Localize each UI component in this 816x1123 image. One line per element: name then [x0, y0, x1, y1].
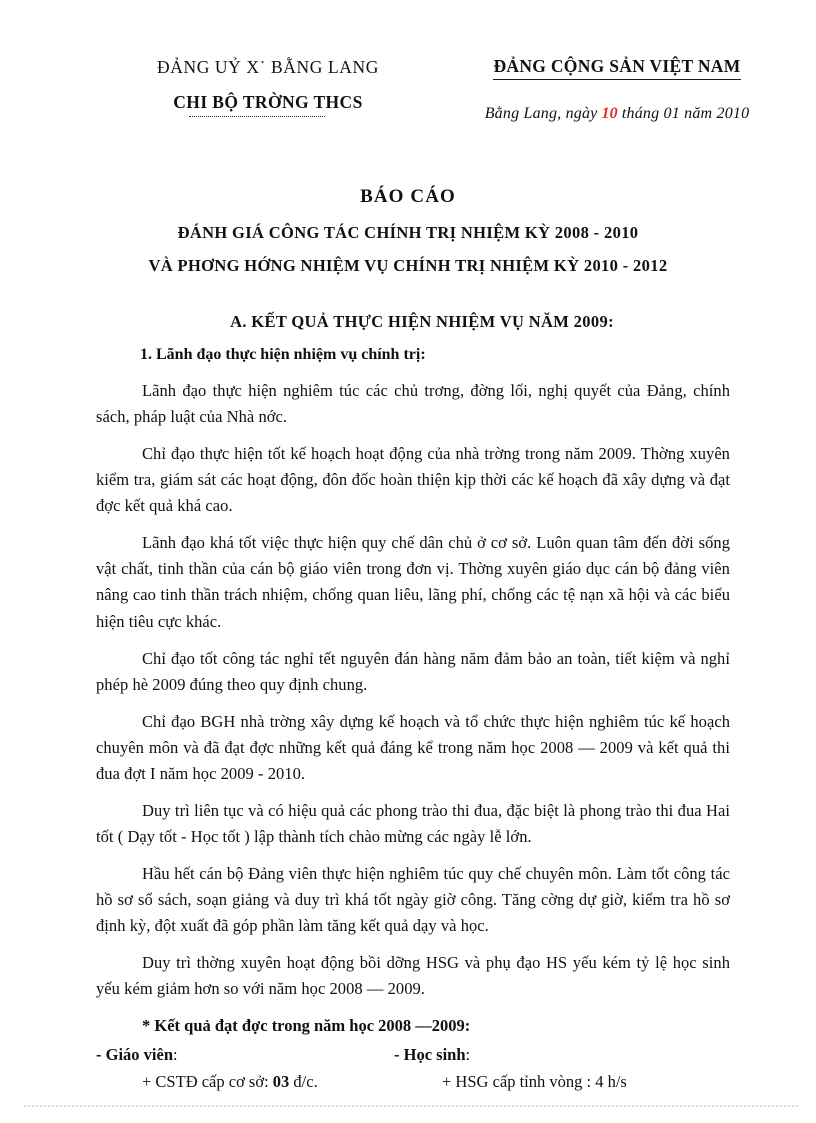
teacher-result-prefix: + CSTĐ cấp cơ sở:	[142, 1072, 269, 1092]
issuing-unit: CHI BỘ TRỜNG THCS	[173, 91, 363, 112]
date-suffix: tháng 01 năm 2010	[621, 105, 750, 122]
teacher-label: - Giáo viên	[96, 1045, 173, 1065]
body-paragraph: Lãnh đạo thực hiện nghiêm túc các chủ trơng, đờng lối, nghị quyết của Đảng, chính sách, pháp luật của Nhà nớc.	[96, 381, 730, 427]
teacher-result-item	[96, 1072, 318, 1091]
national-header-underline	[493, 79, 740, 80]
results-student-column-value	[394, 1072, 730, 1092]
date-day: 10	[601, 105, 618, 122]
body-paragraph: Chỉ đạo thực hiện tốt kế hoạch hoạt động của nhà trờng trong năm 2009. Thờng xuyên kiểm tra, giám sát các hoạt động, đôn đốc hoàn thiện kịp thời các kế hoạch đã xây dựng và đạt đợc kết quả khá cao.	[96, 444, 730, 516]
results-value-row	[96, 1072, 730, 1092]
results-label-row	[96, 1045, 730, 1065]
scan-artifact-line	[24, 1103, 798, 1107]
results-student-column-label	[394, 1045, 730, 1065]
national-header: ĐẢNG CỘNG SẢN VIỆT NAM	[493, 56, 741, 76]
body-paragraph: Duy trì thờng xuyên hoạt động bồi dỡng HSG và phụ đạo HS yếu kém tỷ lệ học sinh yếu kém giảm hơn so với năm học 2008 — 2009.	[96, 953, 730, 999]
body-paragraph: Lãnh đạo khá tốt việc thực hiện quy chế dân chủ ở cơ sở. Luôn quan tâm đến đời sống vật chất, tinh thần của cán bộ giáo viên trong đơn vị. Thờng xuyên giáo dục cán bộ đảng viên nâng cao tinh thần trách nhiệm, chống quan liêu, lãng phí, chống các tệ nạn xã hội và các biểu hiện tiêu cực khác.	[96, 533, 730, 631]
letterhead-right-block	[418, 56, 816, 123]
section-a-heading: A. KẾT QUẢ THỰC HIỆN NHIỆM VỤ NĂM 2009:	[230, 312, 614, 331]
document-title: BÁO CÁO	[360, 186, 456, 207]
teacher-label-suffix: :	[173, 1045, 178, 1065]
letterhead	[0, 56, 816, 166]
results-teacher-column-value	[96, 1072, 394, 1092]
body-paragraph: Hầu hết cán bộ Đảng viên thực hiện nghiêm túc quy chế chuyên môn. Làm tốt công tác hồ sơ sổ sách, soạn giảng và duy trì khá tốt ngày giờ công. Tăng cờng dự giờ, kiểm tra hồ sơ định kỳ, đột xuất đã góp phần làm tăng kết quả dạy và học.	[96, 864, 730, 936]
body-paragraph: Duy trì liên tục và có hiệu quả các phong trào thi đua, đặc biệt là phong trào thi đua Hai tốt ( Dạy tốt - Học tốt ) lập thành tích chào mừng các ngày lễ lớn.	[96, 800, 730, 846]
date-prefix: Bằng Lang, ngày	[484, 105, 598, 122]
section-item-1-heading: 1. Lãnh đạo thực hiện nhiệm vụ chính trị:	[140, 346, 426, 363]
document-subtitle-line-1: ĐÁNH GIÁ CÔNG TÁC CHÍNH TRỊ NHIỆM KỲ 2008 - 2010	[177, 222, 639, 242]
results-heading: * Kết quả đạt đợc trong năm học 2008 —2009:	[142, 1016, 471, 1036]
body-paragraph: Chỉ đạo tốt công tác nghỉ tết nguyên đán hàng năm đảm bảo an toàn, tiết kiệm và nghỉ phép hè 2009 đúng theo quy định chung.	[96, 648, 730, 694]
issuing-organization: ĐẢNG UỶ X˙ BẰNG LANG	[157, 57, 379, 77]
student-result-item: + HSG cấp tỉnh vòng : 4 h/s	[442, 1072, 627, 1092]
document-date-line	[418, 105, 816, 123]
body-paragraph: Chỉ đạo BGH nhà trờng xây dựng kế hoạch và tổ chức thực hiện nghiêm túc kế hoạch chuyên môn và đã đạt đợc những kết quả đáng kể trong năm học 2008 — 2009 và kết quả thi đua đợt I năm học 2009 - 2010.	[96, 711, 730, 783]
student-label-suffix: :	[465, 1045, 471, 1065]
national-header-wrap	[493, 56, 740, 77]
letterhead-left-block	[118, 56, 418, 113]
title-block	[0, 186, 816, 276]
issuing-unit-underline	[189, 116, 324, 117]
document-subtitle-line-2: VÀ PHƠNG HỚNG NHIỆM VỤ CHÍNH TRỊ NHIỆM KỲ 2010 - 2012	[148, 255, 668, 275]
student-label: - Học sinh	[394, 1045, 466, 1065]
issuing-unit-wrap	[173, 92, 362, 113]
teacher-result-count: 03	[272, 1072, 290, 1092]
document-body	[96, 312, 730, 1099]
results-teacher-column-label	[96, 1045, 394, 1065]
teacher-result-unit: đ/c.	[293, 1072, 318, 1092]
